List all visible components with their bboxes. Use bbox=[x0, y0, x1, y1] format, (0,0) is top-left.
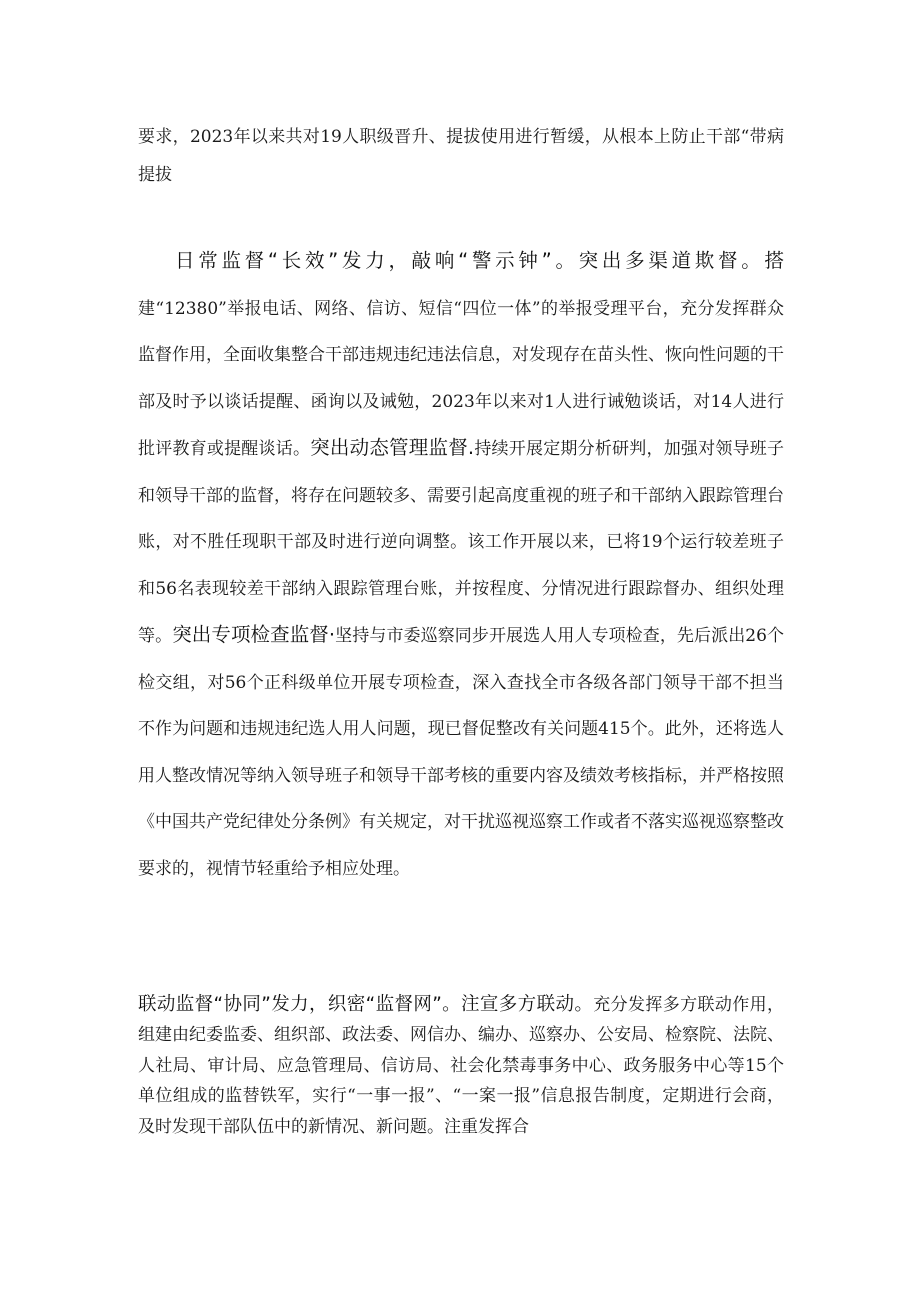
section-heading-daily-supervision: 日常监督“长效”发力，敲响“警示钟”。突出多渠道欺督。搭 bbox=[175, 249, 784, 272]
paragraph-2-text-2: 持续开展定期分析研判，加强对领导班子和领导干部的监督，将存在问题较多、需要引起高度重视的班子和干部纳入跟踪管理台账，对不胜任现职干部及时进行逆向调整。该工作开展以来，已将19个运行较差班子和56名表现较差干部纳入跟踪管理台账，并按程度、分情况进行跟踪督办、组织处理等。 bbox=[138, 439, 785, 646]
paragraph-3 bbox=[138, 990, 784, 1142]
paragraph-1-text: 要求，2023年以来共对19人职级晋升、提拔使用进行暂缓，从根本上防止干部“带病提拔 bbox=[138, 127, 784, 185]
paragraph-2-text-3: 坚持与市委巡察同步开展选人用人专项检查，先后派出26个检交组，对56个正科级单位开展专项检查，深入查找全市各级各部门领导干部不担当不作为问题和违规违纪选人用人问题，现已督促整改有关问题415个。此外，还将选人用人整改情况等纳入领导班子和领导干部考核的重要内容及绩效考核指标，并严格按照《中国共产党纪律处分条例》有关规定，对干扰巡视巡察工作或者不落实巡视巡察整改要求的，视情节轻重给予相应处理。 bbox=[138, 626, 785, 879]
paragraph-2-text-1: 建“12380”举报电话、网络、信访、短信“四位一体”的举报受理平台，充分发挥群众监督作用，全面收集整合干部违规违纪违法信息，对发现存在苗头性、恢向性问题的干部及时予以谈话提醒、函询以及诫勉，2023年以来对1人进行诫勉谈话，对14人进行批评教育或提醒谈话。 bbox=[138, 298, 784, 459]
paragraph-2 bbox=[138, 238, 784, 892]
section-heading-joint-supervision: 联动监督“协同”发力，织密“监督网”。注宣多方联动。 bbox=[138, 994, 594, 1015]
subheading-special-inspection: 突出专项检查监督· bbox=[172, 623, 336, 646]
paragraph-1 bbox=[138, 118, 784, 194]
subheading-dynamic-management: 突出动态管理监督. bbox=[310, 436, 475, 459]
paragraph-3-text-1: 充分发挥多方联动作用，组建由纪委监委、组织部、政法委、网信办、编办、巡察办、公安局、检察院、法院、人社局、审计局、应急管理局、信访局、社会化禁毒事务中心、政务服务中心等15个单位组成的监替铁军，实行“一事一报”、“一案一报”信息报告制度，定期进行会商，及时发现干部队伍中的新情况、新问题。注重发挥合 bbox=[138, 995, 784, 1137]
